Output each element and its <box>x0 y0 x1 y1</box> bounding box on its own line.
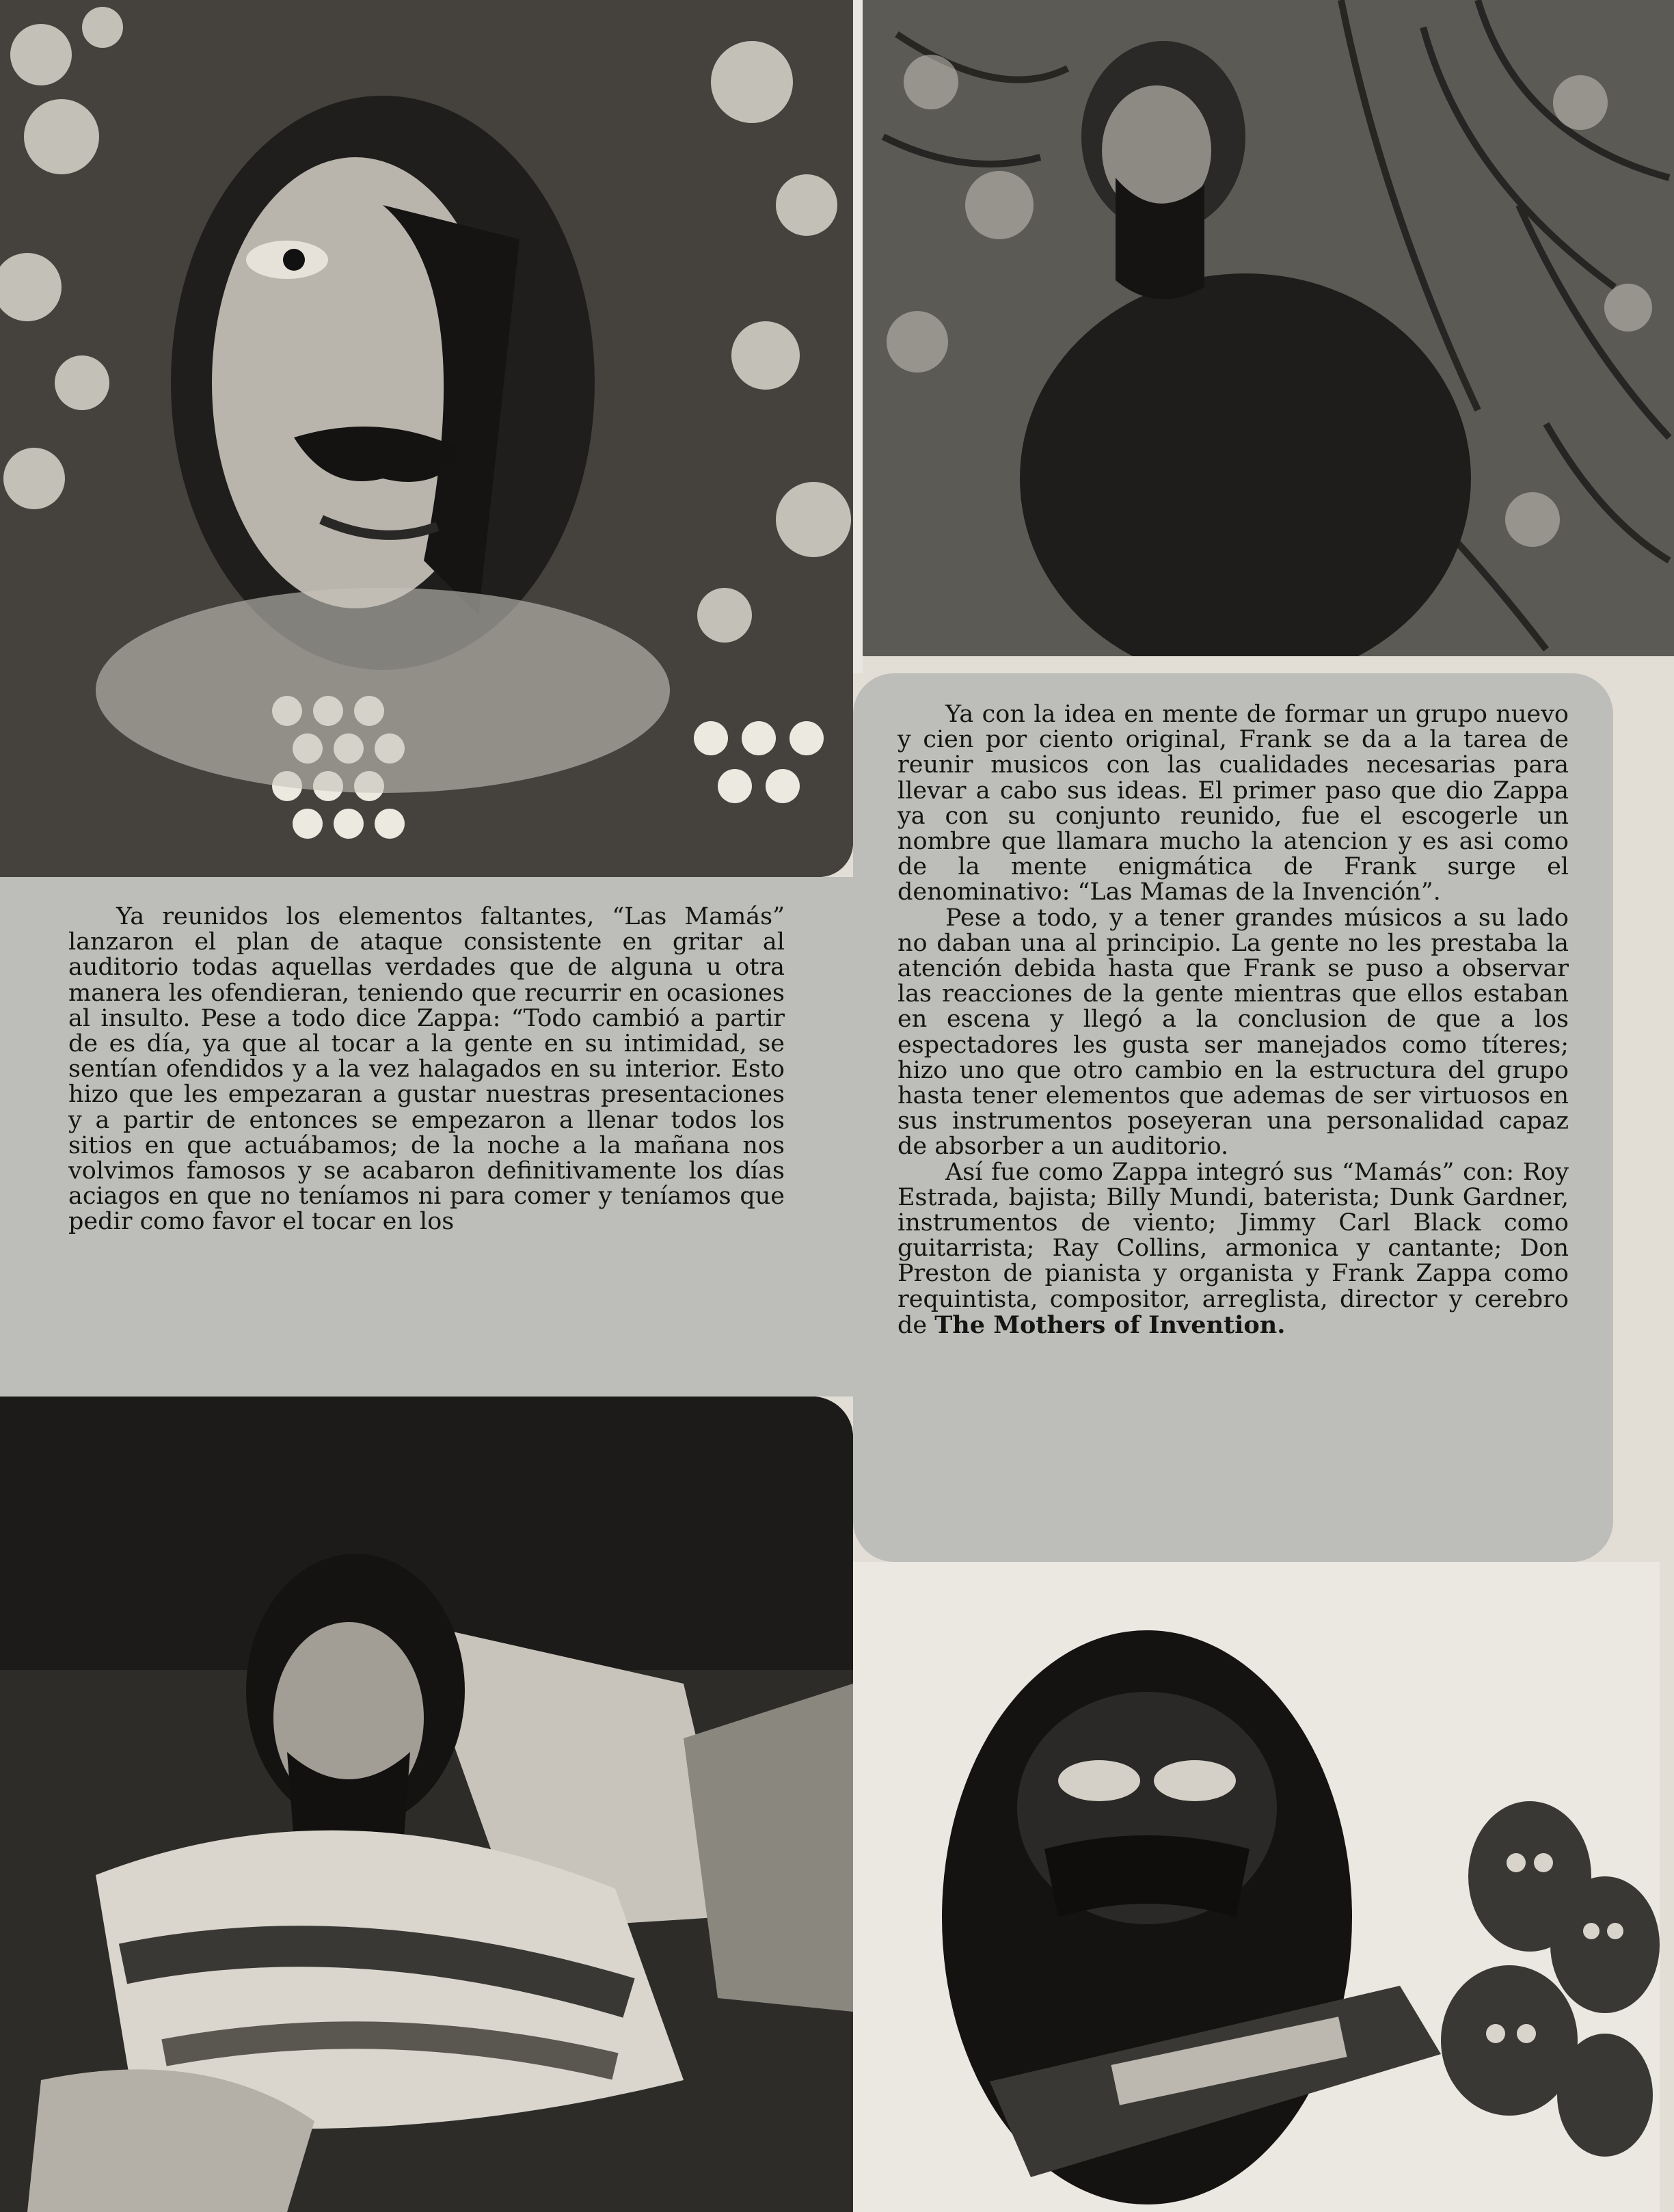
portrait-photo-icon <box>0 1397 853 2212</box>
right-paragraph-1: Ya con la idea en mente de formar un grupo nuevo y cien por ciento original, Frank se da a la tarea de reunir musicos con las cualidades necesarias para llevar a cabo sus ideas. El primer paso que dio Zappa ya con su conjunto reunido, fue el escogerle un nombre que llamara mucho la atencion y es asi como de la mente enigmática de Frank surge el denominativo: “Las Mamas de la Invención”. <box>897 701 1569 906</box>
right-paragraph-3 <box>897 1160 1569 1338</box>
left-paragraph-1: Ya reunidos los elementos faltantes, “Las Mamás” lanzaron el plan de ataque consistente en gritar al auditorio todas aquellas verdades que de alguna u otra manera les ofendieran, teniendo que recurrir en ocasiones al insulto. Pese a todo dice Zappa: “Todo cambió a partir de es día, ya que al tocar a la gente en su intimidad, se sentían ofendidos y a la vez halagados en su interior. Esto hizo que les empezaran a gustar nuestras presentaciones y a partir de entonces se empezaron a llenar todos los sitios en que actuábamos; de la noche a la mañana nos volvimos famosos y se acabaron definitivamente los días aciagos en que no teníamos ni para comer y teníamos que pedir como favor el tocar en los <box>68 903 785 1236</box>
portrait-photo-icon <box>853 1562 1660 2212</box>
photo-top-left <box>0 0 853 877</box>
column-gutter <box>853 0 863 673</box>
portrait-photo-icon <box>0 0 853 877</box>
portrait-photo-icon <box>863 0 1674 656</box>
article-text-right <box>853 673 1613 1562</box>
photo-bottom-left <box>0 1397 853 2212</box>
photo-bottom-right <box>853 1562 1660 2212</box>
right-paragraph-2: Pese a todo, y a tener grandes músicos a su lado no daban una al principio. La gente no les prestaba la atención debida hasta que Frank se puso a observar las reacciones de la gente mientras que ellos estaban en escena y llegó a la conclusion de que a los espectadores les gusta ser manejados como títeres; hizo uno que otro cambio en la estructura del grupo hasta tener elementos que ademas de ser virtuosos en sus instrumentos poseyeran una personalidad capaz de absorber a un auditorio. <box>897 904 1569 1161</box>
photo-top-right <box>863 0 1674 656</box>
right-paragraph-3-text: Así fue como Zappa integró sus “Mamás” con: Roy Estrada, bajista; Billy Mundi, baterista; Dunk Gardner, instrumentos de viento; Jimmy Carl Black como guitarrista; Ray Collins, armonica y cantante; Don Preston de pianista y organista y Frank Zappa como requintista, compositor, arreglista, director y cerebro de <box>897 1158 1569 1339</box>
band-name: The Mothers of Invention. <box>934 1310 1286 1339</box>
article-text-left <box>0 877 853 1397</box>
